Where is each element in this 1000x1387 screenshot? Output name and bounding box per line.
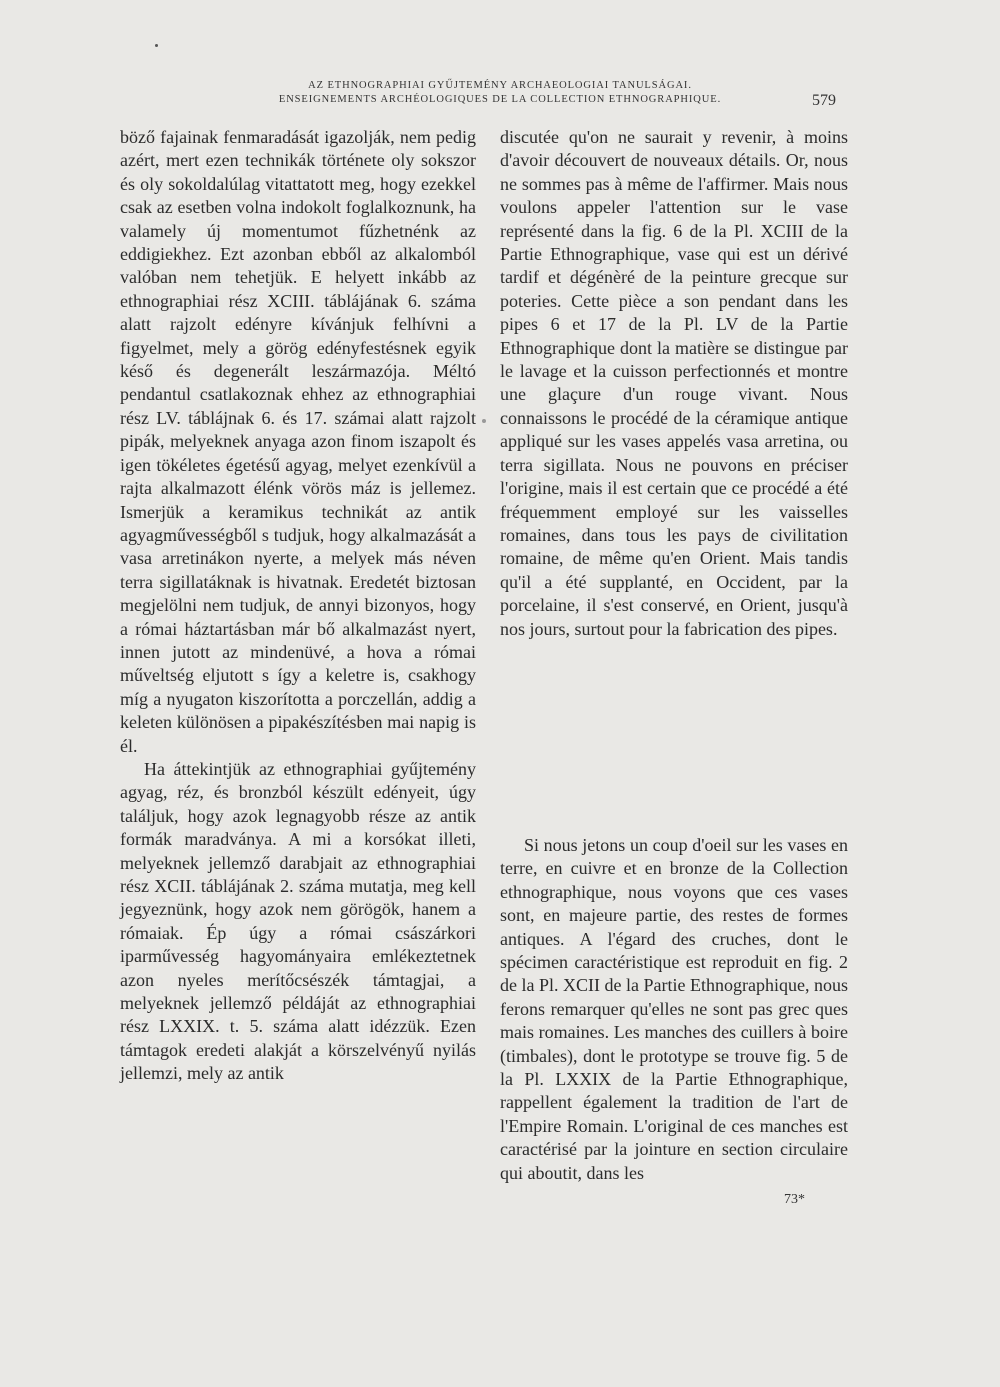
- right-column-french-bottom: [500, 834, 848, 1185]
- left-paragraph-1: böző fajainak fenmaradását igazolják, nem pedig azért, mert ezen technikák története oly sokszor és oly sokoldalúlag vitattatott meg, hogy ezekkel csak az esetben volna indokolt foglalkoznunk, ha valamely új momentumot fűzhetnénk az eddigiekhez. Ezt azonban ebből az alkalomból valóban nem tehetjük. E helyett inkább az ethnographiai rész XCIII. táblájának 6. száma alatt rajzolt edényre kívánjuk felhívni a figyelmet, mely a görög edényfestésnek egyik késő és degenerált leszármazója. Méltó pendantul csatlakoznak ehhez az ethnographiai rész LV. táblájnak 6. és 17. számai alatt rajzolt pipák, melyeknek anyaga azon finom iszapolt és igen tökéletes égetésű agyag, melyet ezenkívül a rajta alkalmazott élénk vörös máz is jellemez. Ismerjük a keramikus technikát az antik agyagművességből s tudjuk, hogy alkalmazását a vasa arretinákon nyerte, a melyek más néven terra sigillatáknak is hivatnak. Eredetét biztosan megjelölni nem tudjuk, de annyi bizonyos, hogy a római háztartásban már bő alkalmazást nyert, innen jutott az mindenüvé, a hova a római műveltség eljutott s így a keletre is, csakhogy míg a nyugaton kiszorította a porczellán, addig a keleten különösen a pipakészítésben mai napig is él.: [120, 127, 476, 756]
- right-paragraph-2: Si nous jetons un coup d'oeil sur les vases en terre, en cuivre et en bronze de la Collection ethnographique, nous voyons que ces vases sont, en majeure partie, des restes de formes antiques. A l'égard des cruches, dont le spécimen caractéristique est reproduit en fig. 2 de la Pl. XCII de la Partie Ethnographique, nous ferons remarquer qu'elles ne sont pas grec ques mais romaines. Les manches des cuillers à boire (timbales), dont le prototype se trouve fig. 5 de la Pl. LXXIX de la Partie Ethnographique, rappellent également la tradition de l'art de l'Empire Romain. L'original de ces manches est caractérisé par la jointure en section circulaire qui aboutit, dans les: [500, 835, 848, 1183]
- right-column-french-top: [500, 126, 848, 641]
- right-paragraph-1: discutée qu'on ne saurait y revenir, à moins d'avoir découvert de nouveaux détails. Or, nous ne sommes pas à même de l'affirmer. Mais nous voulons appeler l'attention sur le vase représenté dans la fig. 6 de la Pl. XCIII de la Partie Ethnographique, vase qui est un dérivé tardif et dégénèré de la peinture grecque sur poteries. Cette pièce a son pendant dans les pipes 6 et 17 de la Pl. LV de la Partie Ethnographique dont la matière se distingue par le lavage et la cuisson perfectionnés et montre une glaçure d'un rouge vivant. Nous connaissons le procédé de la céramique antique appliqué sur les vases appelés vasa arretina, ou terra sigillata. Nous ne pouvons en préciser l'origine, mais il est certain que ce procédé a été fréquemment employé sur les vaisselles romaines, dans tous les pays de civilitation romaine, de même qu'en Orient. Mais tandis qu'il a été supplanté, en Occident, par la porcelaine, il s'est conservé, en Orient, jusqu'à nos jours, surtout pour la fabrication des pipes.: [500, 127, 848, 639]
- page-number: 579: [812, 92, 836, 109]
- running-head-french: ENSEIGNEMENTS ARCHÉOLOGIQUES DE LA COLLECTION ETHNOGRAPHIQUE.: [278, 94, 722, 105]
- signature-mark: 73*: [784, 1192, 805, 1207]
- left-column-hungarian: [120, 126, 476, 1086]
- left-paragraph-2: Ha áttekintjük az ethnographiai gyűjtemény agyag, réz, és bronzból készült edényeit, úgy találjuk, hogy azok legnagyobb része az antik formák maradványa. A mi a korsókat illeti, melyeknek jellemző darabjait az ethnographiai rész XCII. táblájának 2. száma mutatja, meg kell jegyeznünk, hogy azok nem görögök, hanem a rómaiak. Ép úgy a római császárkori iparművesség hagyományaira emlékeztetnek azon nyeles merítőcsészék támtagjai, a melyeknek jellemző példáját az ethnographiai rész LXXIX. t. 5. száma alatt idézzük. Ezen támtagok eredeti alakját a körszelvényű nyilás jellemzi, mely az antik: [120, 758, 476, 1084]
- paper-speck: [155, 44, 158, 47]
- running-head: [180, 79, 820, 107]
- running-head-hungarian: AZ ETHNOGRAPHIAI GYŰJTEMÉNY ARCHAEOLOGIAI TANULSÁGAI.: [308, 80, 692, 91]
- margin-dot: [482, 419, 486, 423]
